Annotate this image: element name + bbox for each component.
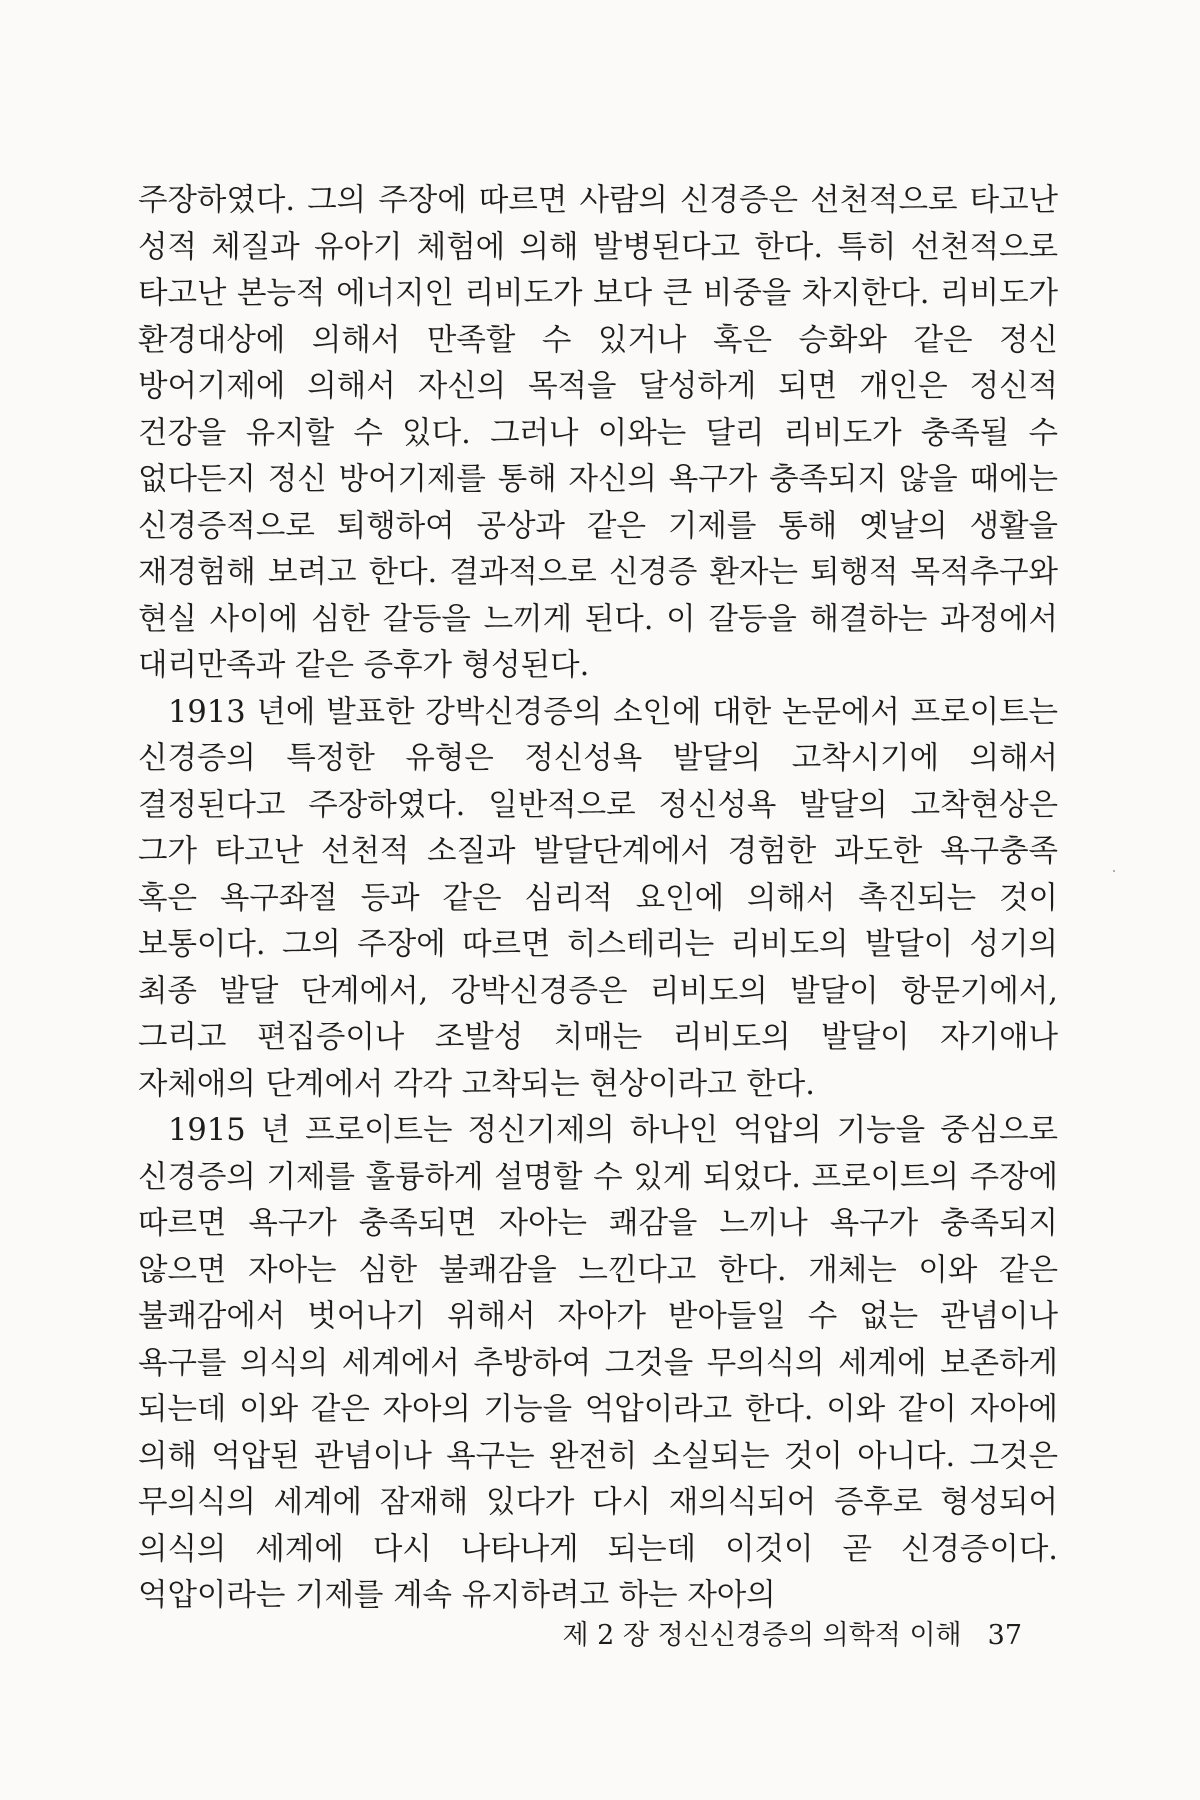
paragraph-2: 1913 년에 발표한 강박신경증의 소인에 대한 논문에서 프로이트는 신경증의 특정한 유형은 정신성욕 발달의 고착시기에 의해서 결정된다고 주장하였다. 일반적으로 정신성욕 발달의 고착현상은 그가 타고난 선천적 소질과 발달단계에서 경험한 과도한 욕구충족 혹은 욕구좌절 등과 같은 심리적 요인에 의해서 촉진되는 것이 보통이다. 그의 주장에 따르면 히스테리는 리비도의 발달이 성기의 최종 발달 단계에서, 강박신경증은 리비도의 발달이 항문기에서, 그리고 편집증이나 조발성 치매는 리비도의 발달이 자기애나 자체애의 단계에서 각각 고착되는 현상이라고 한다. (138, 694, 1058, 1102)
paragraph-3: 1915 년 프로이트는 정신기제의 하나인 억압의 기능을 중심으로 신경증의 기제를 훌륭하게 설명할 수 있게 되었다. 프로이트의 주장에 따르면 욕구가 충족되면 자아는 쾌감을 느끼나 욕구가 충족되지 않으면 자아는 심한 불쾌감을 느낀다고 한다. 개체는 이와 같은 불쾌감에서 벗어나기 위해서 자아가 받아들일 수 없는 관념이나 욕구를 의식의 세계에서 추방하여 그것을 무의식의 세계에 보존하게 되는데 이와 같은 자아의 기능을 억압이라고 한다. 이와 같이 자아에 의해 억압된 관념이나 욕구는 완전히 소실되는 것이 아니다. 그것은 무의식의 세계에 잠재해 있다가 다시 재의식되어 증후로 형성되어 의식의 세계에 다시 나타나게 되는데 이것이 곧 신경증이다. 억압이라는 기제를 계속 유지하려고 하는 자아의 (138, 1113, 1058, 1613)
page-number: 37 (987, 1620, 1022, 1651)
body-text (138, 178, 1058, 1620)
paragraph-1: 주장하였다. 그의 주장에 따르면 사람의 신경증은 선천적으로 타고난 성적 체질과 유아기 체험에 의해 발병된다고 한다. 특히 선천적으로 타고난 본능적 에너지인 리비도가 보다 큰 비중을 차지한다. 리비도가 환경대상에 의해서 만족할 수 있거나 혹은 승화와 같은 정신 방어기제에 의해서 자신의 목적을 달성하게 되면 개인은 정신적 건강을 유지할 수 있다. 그러나 이와는 달리 리비도가 충족될 수 없다든지 정신 방어기제를 통해 자신의 욕구가 충족되지 않을 때에는 신경증적으로 퇴행하여 공상과 같은 기제를 통해 옛날의 생활을 재경험해 보려고 한다. 결과적으로 신경증 환자는 퇴행적 목적추구와 현실 사이에 심한 갈등을 느끼게 된다. 이 갈등을 해결하는 과정에서 대리만족과 같은 증후가 형성된다. (138, 183, 1058, 683)
running-footer-chapter-title: 제 2 장 정신신경증의 의학적 이해 (562, 1620, 962, 1651)
paper-speck (1113, 870, 1115, 872)
page-footer (562, 1613, 1022, 1652)
